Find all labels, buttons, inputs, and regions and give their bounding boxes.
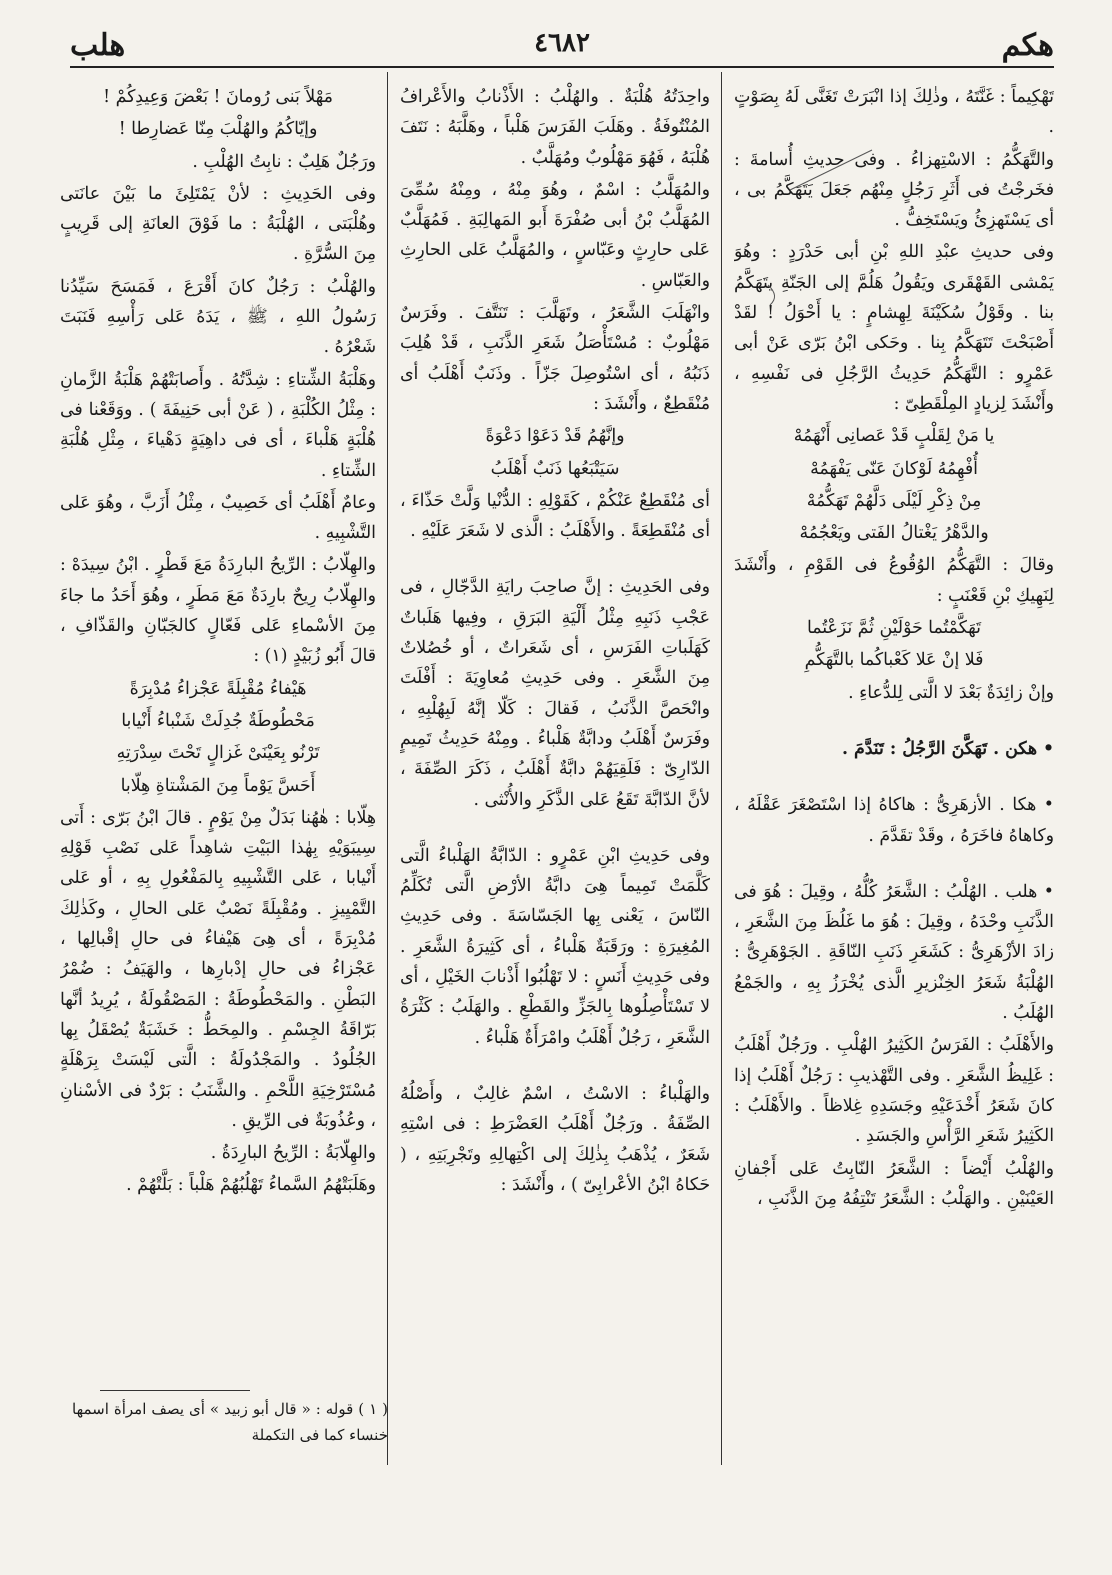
paragraph: وفى حديثِ عبْدِ اللهِ بْنِ أبى حَدْرَدٍ : وهُوَ يَمْشى القَهْقَرى ويَقُولُ هَلُمَّ إلى الجَنّةِ يتَهَكَّمُ بنا . وقَوْلُ سُكَيْنَةَ لِهِشامٍ : يا أَحْوَلُ ! لقَدْ أَصْبَحْتَ تَتَهَكَّمُ بِنا . وحَكى ابْنُ بَرّى عَنْ أبى عَمْرٍو : التَّهَكُّمُ حَدِيثُ الرَّجُلِ فى نَفْسِهِ ، وأَنْشَدَ لِزيادٍ المِلْقَطِىّ : bbox=[734, 242, 1054, 414]
paragraph: وهَلَبَتْهُمُ السَّماءُ تَهْلُبُهُمْ هَلْباً : بَلَّتْهُمْ . bbox=[126, 1175, 376, 1196]
footnote-rule bbox=[100, 1390, 250, 1391]
paragraph: وانْهَلَبَ الشَّعَرُ ، وتَهَلَّبَ : تَنَتَّفَ . وفَرَسٌ مَهْلُوبٌ : مُسْتَأْصَلُ شَعَرِ الذَّنَبِ ، قَدْ هُلِبَ ذَنَبُهُ ، أى اسْتُوصِلَ جَزّاً . وذَنَبٌ أَهْلَبُ أى مُنْقَطِعٌ ، وأَنْشَدَ : bbox=[400, 303, 710, 414]
verse-line: تَرْنُو بِعَيْنَىْ غَزالٍ تَحْتَ سِدْرَتِهِ bbox=[116, 743, 320, 764]
column-divider-2 bbox=[387, 72, 388, 1465]
paragraph: وإنْ زائِدَةٌ بَعْدَ لا الَّتى لِلدُّعاءِ . bbox=[848, 682, 1054, 703]
verse-line: أُفْهِمُهُ لَوْكانَ عَنّى يَفْهَمُهْ bbox=[810, 458, 978, 479]
verse-line: سَيَتْبَعُها ذَنَبٌ أَهْلَبُ bbox=[490, 458, 620, 479]
page-header bbox=[70, 22, 1054, 70]
column-middle bbox=[400, 82, 710, 1455]
header-right-word: هكم bbox=[1001, 28, 1054, 63]
verse-line: مَهْلاً بَنى رُومانَ ! بَعْضَ وَعِيدِكُمْ ! bbox=[103, 87, 333, 107]
verse-line: فَلا إنْ عَلا كَعْباكُما بالتَّهَكُّمِ bbox=[804, 650, 984, 671]
paragraph: والهُلْبُ أَيْضاً : الشَّعَرُ النّابِتُ عَلى أَجْفانِ العَيْنَيْنِ . والهَلْبُ : الشَّعَرُ تَنْتِفُهُ مِنَ الذَّنَبِ ، bbox=[734, 1158, 1054, 1209]
entry-heading-hkn: • هكن . تَهَكَّنَ الرَّجُلُ : تَنَدَّمَ . bbox=[841, 738, 1054, 759]
paragraph: والأَهْلَبُ : الفَرَسُ الكَثِيرُ الهُلْبِ . ورَجُلٌ أَهْلَبُ : غَلِيظُ الشَّعَرِ . وفى التَّهْذيبِ : رَجُلٌ أَهْلَبُ إذا كانَ شَعَرُ أَخْدَعَيْهِ وجَسَدِهِ غِلاظاً . والأَهْلَبُ : الكَثِيرُ شَعَرِ الرَّأْسِ والجَسَدِ . bbox=[734, 1035, 1054, 1147]
paragraph: والهِلّابُ : الرِّيحُ البارِدَةُ مَعَ قَطْرٍ . ابْنُ سِيدَهْ : والهِلّابُ رِيحٌ بارِدَةٌ مَعَ مَطَرٍ ، وهُوَ أَحَدُ ما جاءَ مِنَ الأسْماءِ عَلى فَعّالٍ كالجَبّانِ والقَذّافِ ، قالَ أَبُو زُبَيْدٍ (١) : bbox=[60, 555, 376, 667]
paragraph: تَهْكِيماً : غَنَّتَهُ ، وذٰلِكَ إذا انْبَرَتْ تَغَنَّى لَهُ بِصَوْتٍ . bbox=[734, 87, 1054, 138]
paragraph: وعامٌ أَهْلَبُ أى خَصِيبٌ ، مِثْلُ أَزَبَّ ، وهُوَ عَلى التَّشْبِيهِ . bbox=[60, 492, 376, 544]
paragraph: وقالَ : التَّهَكُّمُ الوُقُوعُ فى القَوْمِ ، وأَنْشَدَ لِنَهِيكِ بْنِ قَعْنَبٍ : bbox=[734, 555, 1054, 606]
page-number: ٤٦٨٢ bbox=[534, 28, 590, 58]
footnote: ( ١ ) قوله : « قال أبو زبيد » أى يصف امرأة اسمها خنساء كما فى التكملة bbox=[72, 1400, 389, 1444]
header-left-word: هلب bbox=[70, 28, 126, 63]
paragraph: وفى الحَدِيثِ : لأنْ يَمْتَلِئَ ما بَيْنَ عانَتى وهُلْبَتى ، الهُلْبَةُ : ما فَوْقَ العانَةِ إلى قَرِيبٍ مِنَ السُّرَّةِ . bbox=[60, 183, 376, 265]
header-rule bbox=[70, 66, 1054, 68]
paragraph: ورَجُلٌ هَلِبٌ : نابِتُ الهُلْبِ . bbox=[192, 151, 376, 172]
column-right bbox=[734, 82, 1054, 1455]
verse-line: أَحَسَّ يَوْماً مِنَ المَشْتاةِ هِلّابا bbox=[120, 775, 316, 796]
paragraph: والتَّهَكُّمُ : الاسْتِهزاءُ . وفى حديثِ أُسامةَ : فخَرجْتُ فى أَثَرِ رَجُلٍ مِنْهُم جَعَلَ يَتَهَكَّمُ بى ، أى يَسْتَهزِئُ ويَسْتَخِفُّ . bbox=[734, 149, 1054, 231]
verse-line: مِنْ ذِكْرِ لَيْلَى دَلَّهُمْ تَهَكُّمُهْ bbox=[806, 490, 982, 511]
verse-line: مَحْطُوطَةٌ جُدِلَتْ شَنْباءُ أَنْيابا bbox=[121, 710, 315, 731]
paragraph: هِلّابا : هٰهُنا بَدَلٌ مِنْ يَوْمٍ . قالَ ابْنُ بَرّى : أَتى سِيبَوَيْهِ بِهٰذا البَيْتِ شاهِداً عَلى نَصْبِ قَوْلِهِ أَنْيابا ، عَلى التَّشْبِيهِ بِالمَفْعُولِ بِهِ ، أو عَلى التَّمْيِيزِ . ومُقْبِلَةً نَصْبٌ عَلى الحالِ ، وكَذٰلِكَ مُدْبِرَةً ، أى هِىَ هَيْفاءُ فى حالِ إقْبالِها ، عَجْزاءُ فى حالِ إدْبارِها ، والهَيَفُ : ضُمْرُ البَطْنِ . والمَحْطُوطَةُ : المَصْقُولَةُ ، يُرِيدُ أنَّها بَرّاقَةُ الجِسْمِ . والمِحَطُّ : خَشَبَةٌ يُصْقَلُ بِها الجُلُودُ . والمَجْدُولَةُ : الَّتى لَيْسَتْ بِرَهْلَةٍ مُسْتَرْخِيَةِ اللَّحْمِ . والشَّنَبُ : بَرْدٌ فى الأسْنانِ ، وعُذُوبَةٌ فى الرِّيقِ . bbox=[60, 807, 376, 1131]
paragraph: واحِدَتُهُ هُلْبَةٌ . والهُلْبُ : الأَذْنابُ والأَعْرافُ المُنْتُوفَةُ . وهَلَبَ الفَرَسَ هَلْباً ، وهَلَّبَهُ : نَتَفَ هُلْبَهُ ، فَهُوَ مَهْلُوبٌ ومُهَلَّبٌ . bbox=[400, 87, 710, 168]
paragraph: والهِلّابَةُ : الرِّيحُ البارِدَةُ . bbox=[210, 1143, 376, 1164]
verse-line: وإنَّهُمُ قَدْ دَعَوْا دَعْوَةً bbox=[485, 426, 625, 447]
verse-line: والدَّهْرُ يَغْتالُ الفَتى ويَعْجُمُهْ bbox=[799, 523, 989, 544]
entry-hka: • هكا . الأزهَرِىُّ : هاكاهُ إذا اسْتَصْغَرَ عَقْلَهُ ، وكاهاهُ فاخَرَهُ ، وقَدْ تقَدَّمَ . bbox=[734, 795, 1054, 846]
paragraph: أى مُنْقَطِعٌ عَنْكُمْ ، كَقَوْلِهِ : الدُّنْيا وَلَّتْ حَذّاءَ ، أى مُنْقَطِعَةً . والأَهْلَبُ : الَّذى لا شَعَرَ عَلَيْهِ . bbox=[400, 490, 710, 542]
paragraph: والهُلْبُ : رَجُلٌ كانَ أَقْرَعَ ، فَمَسَحَ سَيِّدُنا رَسُولُ اللهِ ، ﷺ ، يَدَهُ عَلى رَأْسِهِ فَنَبَتَ شَعْرُهُ . bbox=[60, 276, 376, 358]
paragraph: وفى الحَدِيثِ : إنَّ صاحِبَ رايَةِ الدَّجّالِ ، فى عَجْبِ ذَنَبِهِ مِثْلُ أَلْيَةِ البَرَقِ ، وفِيها هَلَباتٌ كَهَلَباتِ الفَرَسِ ، أى شَعَراتٌ ، أو خُصُلاتٌ مِنَ الشَّعَرِ . وفى حَدِيثِ مُعاوِيَةَ : أَفْلَتَ وانْحَصَّ الذَّنَبُ ، فَقالَ : كَلّا إنَّهُ لَبِهُلْبِهِ ، وفَرَسٌ أَهْلَبُ ودابَّةٌ هَلْباءُ . ومِنْهُ حَدِيثُ تَمِيمٍ الدّارِىّ : فَلَقِيَهُمْ دابَّةٌ أَهْلَبُ ، ذَكَرَ الصِّفَةَ ، لأنَّ الدّابَّةَ تَقَعُ عَلى الذَّكَرِ والأُنْثى . bbox=[400, 577, 710, 810]
verse-line: يا مَنْ لِقَلْبٍ قَدْ عَصانِى أَنْهَمُهْ bbox=[793, 426, 995, 447]
verse-line: وإيّاكُمُ والهُلْبَ مِنّا عَضارِطا ! bbox=[118, 119, 318, 140]
column-divider-1 bbox=[721, 72, 722, 1465]
entry-hlb: • هلب . الهُلْبُ : الشَّعَرُ كُلُّهُ ، وقِيلَ : هُوَ فى الذَّنَبِ وحْدَهُ ، وقِيلَ : هُوَ ما غَلُظَ مِنَ الشَّعَرِ ، زادَ الأزْهَرِىُّ : كَشَعَرِ ذَنَبِ النّاقَةِ . الجَوْهَرِىُّ : الهُلْبَةُ شَعَرُ الخِنْزيرِ الَّذى يُخْرَزُ بِهِ ، والجَمْعُ الهُلَبُ . bbox=[734, 881, 1054, 1024]
paragraph: وهَلْبَةُ الشِّتاءِ : شِدَّتُهُ . وأَصابَتْهُمْ هَلْبَةُ الزَّمانِ : مِثْلُ الكُلْبَةِ ، ( عَنْ أبى حَنِيفَةَ ) . ووَقَعْنا فى هُلْبَةٍ هَلْباءَ ، أى فى داهِيَةٍ دَهْياءَ ، مِثْلِ هُلْبَةِ الشِّتاءِ . bbox=[60, 369, 376, 481]
verse-line: هَيْفاءُ مُقْبِلَةً عَجْزاءُ مُدْبِرَةً bbox=[129, 678, 307, 699]
paragraph: والمُهَلَّبُ : اسْمٌ ، وهُوَ مِنْهُ ، ومِنْهُ سُمِّىَ المُهَلَّبُ بْنُ أبى صُفْرَةَ أَبو المَهالِبَةِ . فَمُهَلَّبٌ عَلى حارِثٍ وعَبّاسٍ ، والمُهَلَّبُ عَلى الحارِثِ والعَبّاسِ . bbox=[400, 179, 710, 291]
column-left bbox=[60, 82, 376, 1455]
paragraph: والهَلْباءُ : الاسْتُ ، اسْمٌ غالِبٌ ، وأَصْلُهُ الصِّفَةُ . ورَجُلٌ أَهْلَبُ العَضْرَطِ : فى اسْتِهِ شَعَرٌ ، يُذْهَبُ بِذٰلِكَ إلى اكْتِهالِهِ وتَجْرِبَتِهِ ، ( حَكاهُ ابْنُ الأعْرابِىّ ) ، وأَنْشَدَ : bbox=[400, 1083, 710, 1195]
paragraph: وفى حَدِيثِ ابْنِ عَمْرٍو : الدّابَّةُ الهَلْباءُ الَّتى كَلَّمَتْ تَمِيماً هِىَ دابَّةُ الأرْضِ الَّتى تُكَلِّمُ النّاسَ ، يَعْنى بِها الجَسّاسَةَ . وفى حَدِيثِ المُغِيرَةِ : ورَقَبَةٌ هَلْباءُ ، أى كَثِيرَةُ الشَّعَرِ . وفى حَدِيثِ أَنَسٍ : لا تَهْلُبُوا أَذْنابَ الخَيْلِ ، أى لا تَسْتَأْصِلُوها بِالجَزِّ والقَطْعِ . والهَلَبُ : كَثْرَةُ الشَّعَرِ ، رَجُلٌ أَهْلَبُ وامْرَأَةٌ هَلْباءُ . bbox=[400, 845, 710, 1048]
verse-line: تَهَكَّمْتُما حَوْلَيْنِ ثُمَّ نَزَعْتُما bbox=[807, 618, 981, 639]
